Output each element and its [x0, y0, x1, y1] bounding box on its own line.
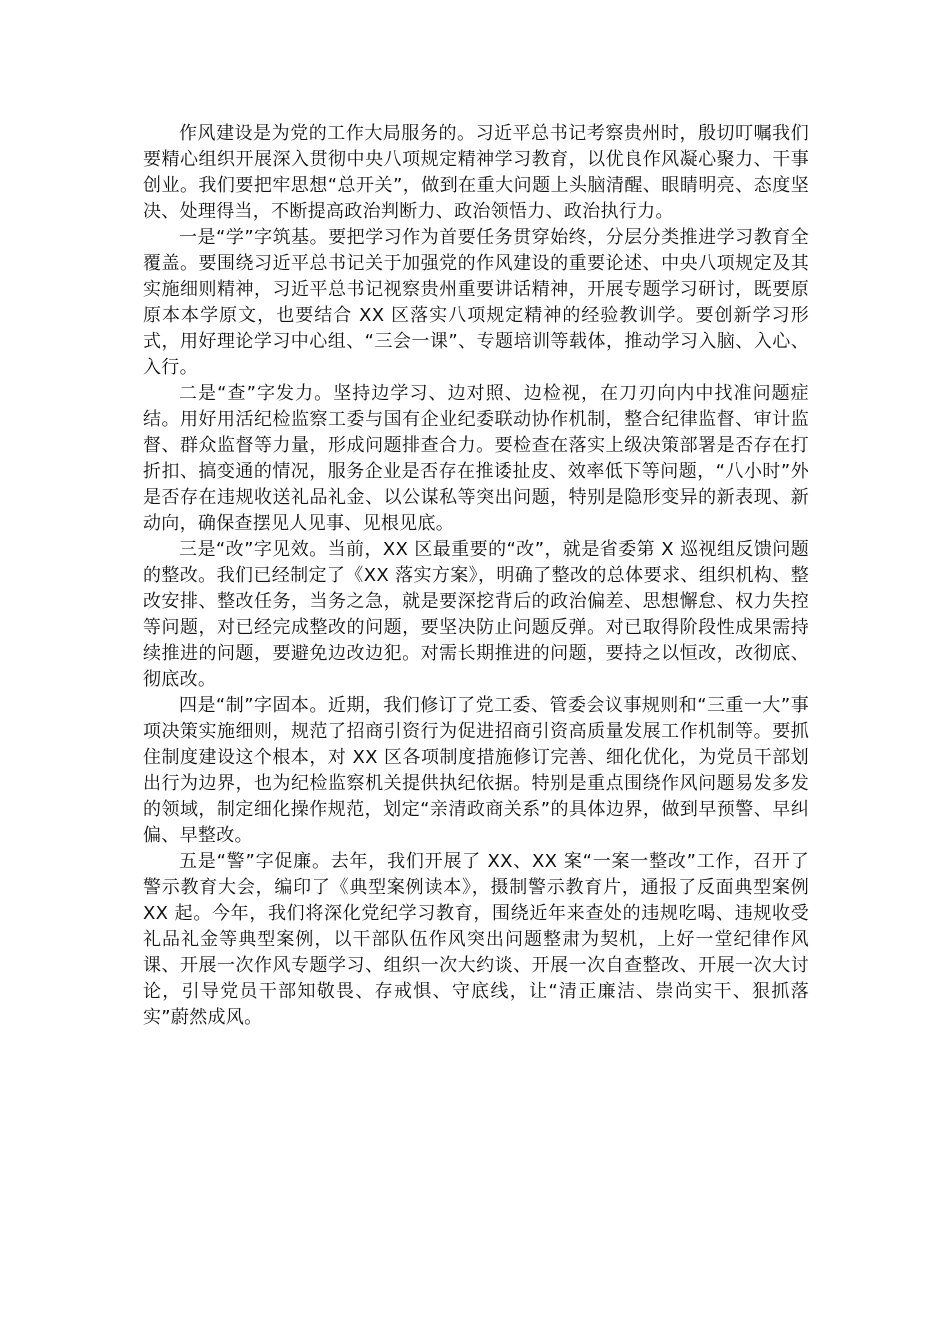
- paragraph-rectify: 三是“改”字见效。当前，XX 区最重要的“改”，就是省委第 X 巡视组反馈问题的整改。我们已经制定了《XX 落实方案》，明确了整改的总体要求、组织机构、整改安排、整改任务，当务之急，就是要深挖背后的政治偏差、思想懈怠、权力失控等问题，对已经完成整改的问题，要坚决防止问题反弹。对已取得阶段性成果需持续推进的问题，要避免边改边犯。对需长期推进的问题，要持之以恒改，改彻底、彻底改。: [143, 539, 809, 690]
- document-body: [143, 121, 809, 1031]
- paragraph-system: 四是“制”字固本。近期，我们修订了党工委、管委会议事规则和“三重一大”事项决策实施细则，规范了招商引资行为促进招商引资高质量发展工作机制等。要抓住制度建设这个根本，对 XX 区各项制度措施修订完善、细化优化，为党员干部划出行为边界，也为纪检监察机关提供执纪依据。特别是重点围绕作风问题易发多发的领域，制定细化操作规范，划定“亲清政商关系”的具体边界，做到早预警、早纠偏、早整改。: [143, 695, 809, 846]
- paragraph-warning: 五是“警”字促廉。去年，我们开展了 XX、XX 案“一案一整改”工作，召开了警示教育大会，编印了《典型案例读本》，摄制警示教育片，通报了反面典型案例 XX 起。今年，我们将深化党纪学习教育，围绕近年来查处的违规吃喝、违规收受礼品礼金等典型案例，以干部队伍作风突出问题整肃为契机，上好一堂纪律作风课、开展一次作风专题学习、组织一次大约谈、开展一次自查整改、开展一次大讨论，引导党员干部知敬畏、存戒惧、守底线，让“清正廉洁、崇尚实干、狠抓落实”蔚然成风。: [143, 851, 809, 1028]
- paragraph-study: 一是“学”字筑基。要把学习作为首要任务贯穿始终，分层分类推进学习教育全覆盖。要围绕习近平总书记关于加强党的作风建设的重要论述、中央八项规定及其实施细则精神，习近平总书记视察贵州重要讲话精神，开展专题学习研讨，既要原原本本学原文，也要结合 XX 区落实八项规定精神的经验教训学。要创新学习形式，用好理论学习中心组、“三会一课”、专题培训等载体，推动学习入脑、入心、入行。: [143, 227, 809, 378]
- paragraph-inspect: 二是“查”字发力。坚持边学习、边对照、边检视，在刀刃向内中找准问题症结。用好用活纪检监察工委与国有企业纪委联动协作机制，整合纪律监督、审计监督、群众监督等力量，形成问题排查合力。要检查在落实上级决策部署是否存在打折扣、搞变通的情况，服务企业是否存在推诿扯皮、效率低下等问题，“八小时”外是否存在违规收送礼品礼金、以公谋私等突出问题，特别是隐形变异的新表现、新动向，确保查摆见人见事、见根见底。: [143, 383, 809, 534]
- paragraph-intro: 作风建设是为党的工作大局服务的。习近平总书记考察贵州时，殷切叮嘱我们要精心组织开展深入贯彻中央八项规定精神学习教育，以优良作风凝心聚力、干事创业。我们要把牢思想“总开关”，做到在重大问题上头脑清醒、眼睛明亮、态度坚决、处理得当，不断提高政治判断力、政治领悟力、政治执行力。: [143, 123, 809, 222]
